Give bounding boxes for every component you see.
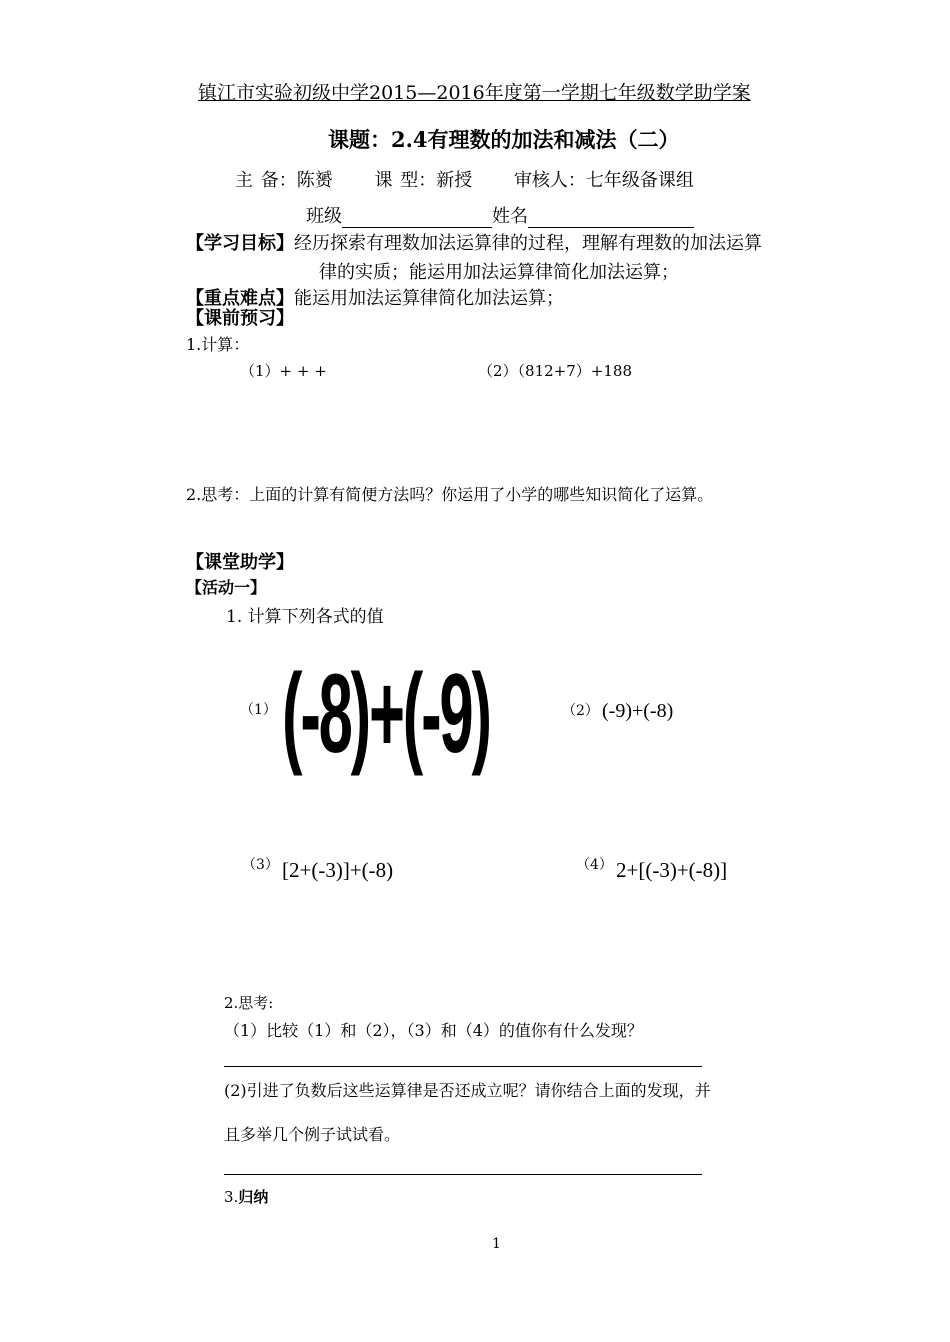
class-name-line [306, 202, 694, 228]
preview-q2: 2.思考：上面的计算有简便方法吗？你运用了小学的哪些知识简化了运算。 [186, 485, 714, 504]
item-1-expr: (-8)+(-9) [282, 651, 490, 776]
item-1-num: （1） [240, 702, 277, 718]
item-2-num: （2） [562, 703, 599, 719]
item-2-expr: (-9)+(-8) [602, 700, 674, 722]
activity-label: 【活动一】 [186, 578, 267, 597]
objectives-line-1 [186, 229, 762, 255]
summary-label: 归纳 [238, 1188, 269, 1206]
objectives-text-2: 律的实质；能运用加法运算律简化加法运算； [319, 262, 679, 283]
item-4-num: （4） [576, 857, 613, 873]
page-title: 课题：2.4有理数的加法和减法（二） [328, 127, 680, 152]
preview-label: 【课前预习】 [186, 308, 294, 329]
think-q2-line-1: (2)引进了负数后这些运算律是否还成立呢？请你结合上面的发现，并 [224, 1081, 711, 1100]
class-blank[interactable] [342, 207, 492, 228]
meta-line [235, 166, 728, 192]
preview-q1-a: （1）+ + + [240, 362, 327, 380]
objectives-text-1: 经历探索有理数加法运算律的过程，理解有理数的加法运算 [294, 233, 762, 254]
item-3-expr: [2+(-3)]+(-8) [282, 858, 394, 882]
think-q2-line-2: 且多举几个例子试试看。 [224, 1125, 401, 1144]
key-points-label: 【重点难点】 [186, 288, 294, 309]
think-label: 2.思考: [224, 994, 274, 1012]
reviewer-field: 审核人：七年级备课组 [513, 170, 694, 191]
preview-q1-b: （2）（812+7）+188 [478, 362, 632, 380]
summary-num: 3. [224, 1188, 239, 1206]
name-label: 姓名 [492, 206, 528, 227]
key-points-text: 能运用加法运算律简化加法运算； [294, 288, 564, 309]
item-3-num: （3） [242, 857, 279, 873]
think-q1: （1）比较（1）和（2），（3）和（4）的值你有什么发现？ [224, 1021, 643, 1040]
objectives-label: 【学习目标】 [186, 233, 294, 254]
lesson-type-field: 课 型：新授 [374, 170, 473, 191]
name-blank[interactable] [528, 207, 694, 228]
class-label: 班级 [306, 206, 342, 227]
answer-line-1[interactable] [224, 1066, 702, 1067]
school-header: 镇江市实验初级中学2015—2016年度第一学期七年级数学助学案 [198, 82, 751, 104]
preview-q1: 1.计算： [186, 335, 250, 354]
summary-line [224, 1186, 268, 1207]
item-4-expr: 2+[(-3)+(-8)] [616, 858, 728, 882]
answer-line-2[interactable] [224, 1174, 702, 1175]
author-field: 主 备：陈赟 [235, 170, 333, 191]
classroom-label: 【课堂助学】 [186, 552, 294, 573]
page-number: 1 [492, 1236, 501, 1252]
task1-text: 1. 计算下列各式的值 [226, 607, 384, 627]
